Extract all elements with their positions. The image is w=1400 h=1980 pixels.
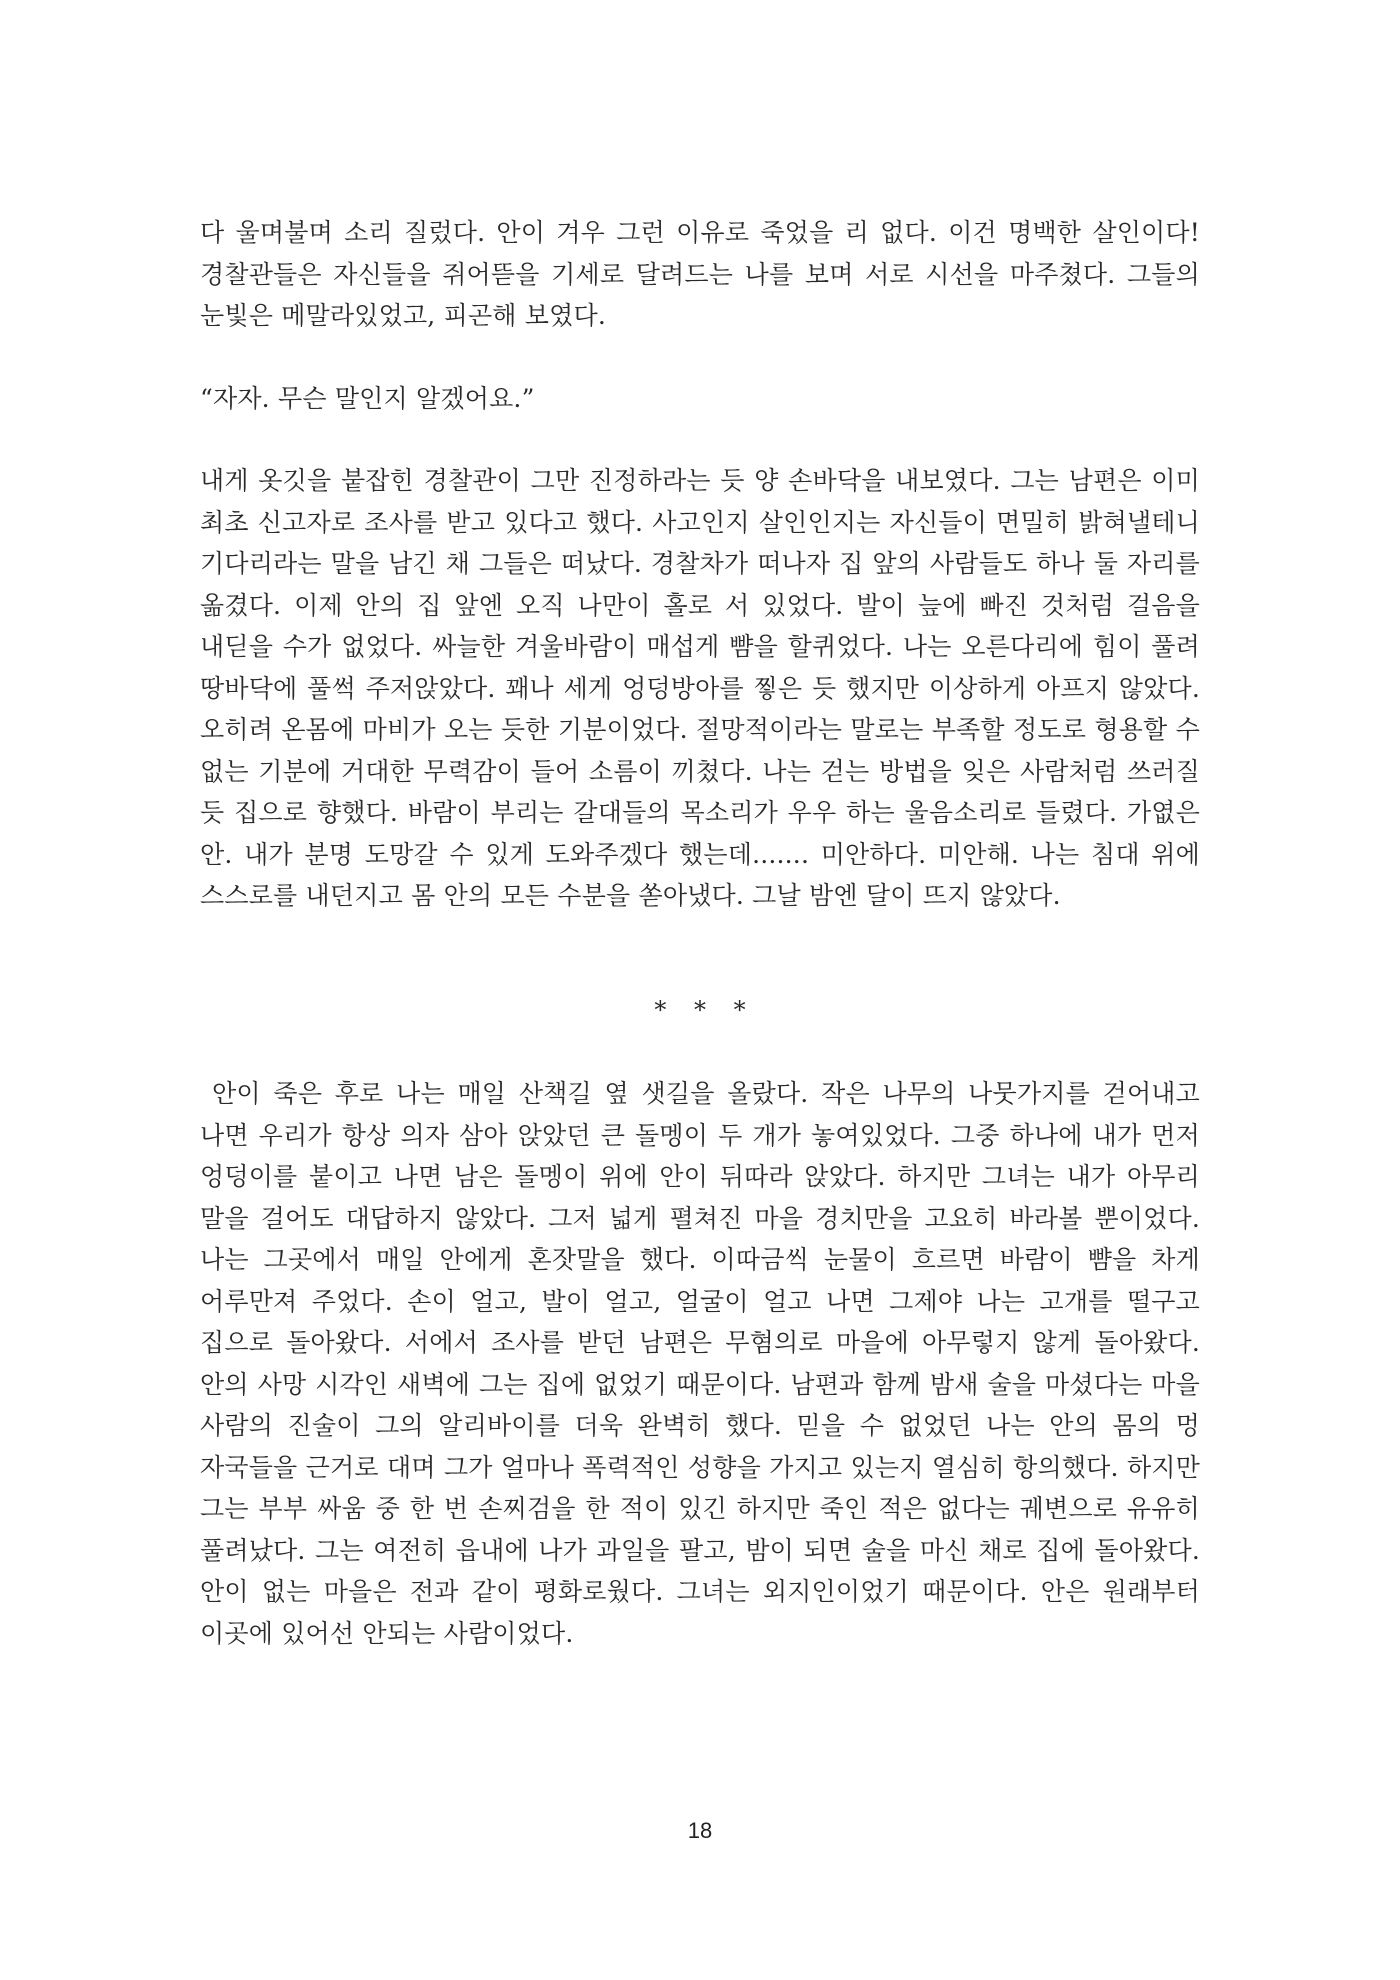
section-divider: * * *: [654, 996, 756, 1024]
page-number: 18: [687, 1818, 713, 1843]
paragraph-1: 다 울며불며 소리 질렀다. 안이 겨우 그런 이유로 죽었을 리 없다. 이건 명백한 살인이다! 경찰관들은 자신들을 쥐어뜯을 기세로 달려드는 나를 보며 서로 시선을 마주쳤다. 그들의 눈빛은 메말라있었고, 피곤해 보였다.: [200, 218, 1200, 330]
dialogue-line: “자자. 무슨 말인지 알겠어요.”: [200, 384, 535, 413]
paragraph-3: 내게 옷깃을 붙잡힌 경찰관이 그만 진정하라는 듯 양 손바닥을 내보였다. 그는 남편은 이미 최초 신고자로 조사를 받고 있다고 했다. 사고인지 살인인지는 자신들이 면밀히 밝혀낼테니 기다리라는 말을 남긴 채 그들은 떠났다. 경찰차가 떠나자 집 앞의 사람들도 하나 둘 자리를 옮겼다. 이제 안의 집 앞엔 오직 나만이 홀로 서 있었다. 발이 늪에 빠진 것처럼 걸음을 내딛을 수가 없었다. 싸늘한 겨울바람이 매섭게 뺨을 할퀴었다. 나는 오른다리에 힘이 풀려 땅바닥에 풀썩 주저앉았다. 꽤나 세게 엉덩방아를 찧은 듯 했지만 이상하게 아프지 않았다. 오히려 온몸에 마비가 오는 듯한 기분이었다. 절망적이라는 말로는 부족할 정도로 형용할 수 없는 기분에 거대한 무력감이 들어 소름이 끼쳤다. 나는 걷는 방법을 잊은 사람처럼 쓰러질 듯 집으로 향했다. 바람이 부리는 갈대들의 목소리가 우우 하는 울음소리로 들렸다. 가엾은 안. 내가 분명 도망갈 수 있게 도와주겠다 했는데....... 미안하다. 미안해. 나는 침대 위에 스스로를 내던지고 몸 안의 모든 수분을 쏟아냈다. 그날 밤엔 달이 뜨지 않았다.: [200, 466, 1200, 910]
paragraph-4: 안이 죽은 후로 나는 매일 산책길 옆 샛길을 올랐다. 작은 나무의 나뭇가지를 걷어내고 나면 우리가 항상 의자 삼아 앉았던 큰 돌멩이 두 개가 놓여있었다. 그중 하나에 내가 먼저 엉덩이를 붙이고 나면 남은 돌멩이 위에 안이 뒤따라 앉았다. 하지만 그녀는 내가 아무리 말을 걸어도 대답하지 않았다. 그저 넓게 펼쳐진 마을 경치만을 고요히 바라볼 뿐이었다. 나는 그곳에서 매일 안에게 혼잣말을 했다. 이따금씩 눈물이 흐르면 바람이 뺨을 차게 어루만져 주었다. 손이 얼고, 발이 얼고, 얼굴이 얼고 나면 그제야 나는 고개를 떨구고 집으로 돌아왔다. 서에서 조사를 받던 남편은 무혐의로 마을에 아무렇지 않게 돌아왔다. 안의 사망 시각인 새벽에 그는 집에 없었기 때문이다. 남편과 함께 밤새 술을 마셨다는 마을 사람의 진술이 그의 알리바이를 더욱 완벽히 했다. 믿을 수 없었던 나는 안의 몸의 멍 자국들을 근거로 대며 그가 얼마나 폭력적인 성향을 가지고 있는지 열심히 항의했다. 하지만 그는 부부 싸움 중 한 번 손찌검을 한 적이 있긴 하지만 죽인 적은 없다는 궤변으로 유유히 풀려났다. 그는 여전히 읍내에 나가 과일을 팔고, 밤이 되면 술을 마신 채로 집에 돌아왔다. 안이 없는 마을은 전과 같이 평화로웠다. 그녀는 외지인이었기 때문이다. 안은 원래부터 이곳에 있어선 안되는 사람이었다.: [200, 1079, 1200, 1648]
